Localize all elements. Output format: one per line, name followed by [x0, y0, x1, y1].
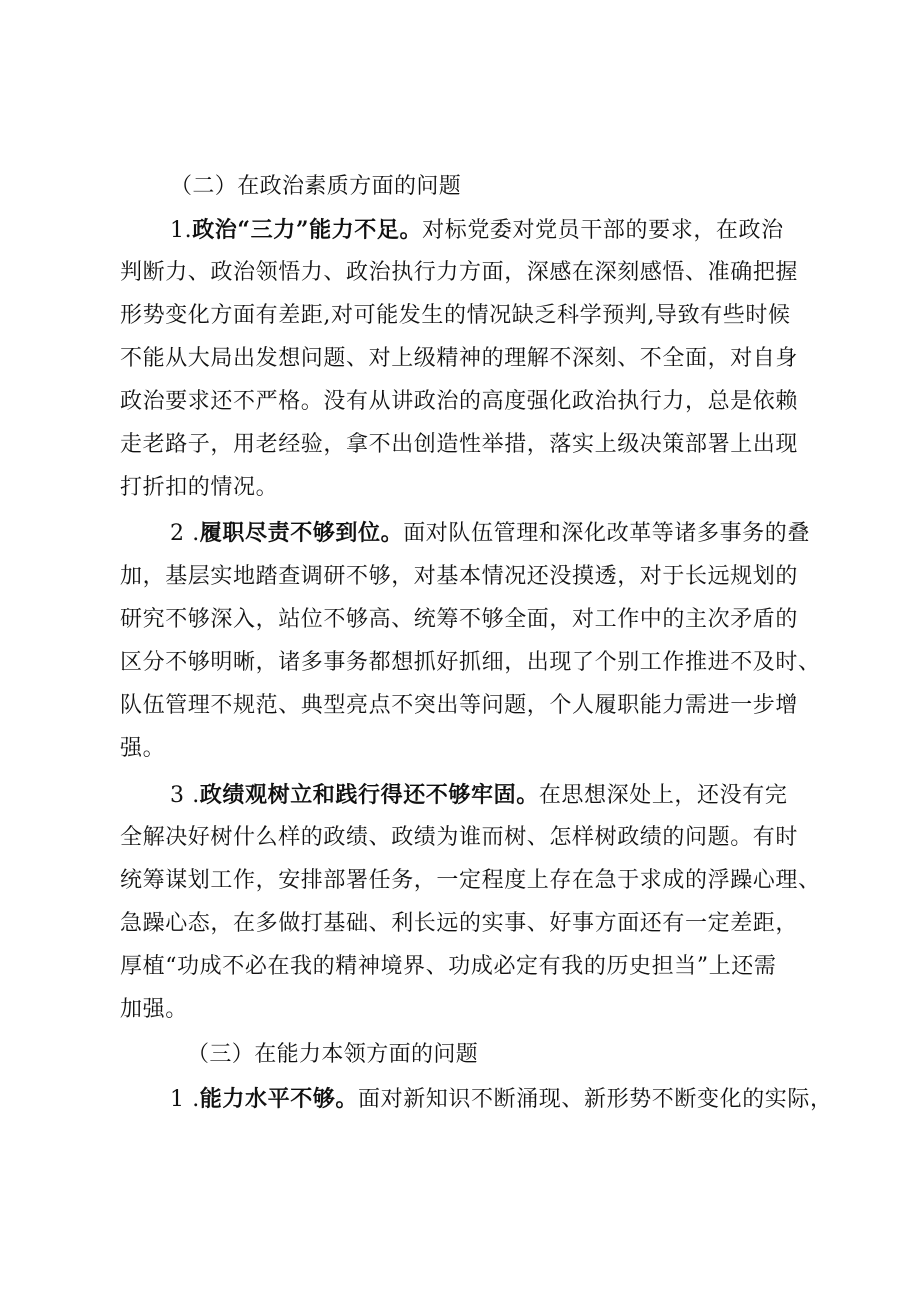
item-text: 在思想深处上，还没有完 [538, 783, 788, 808]
paragraph-line: 走老路子，用老经验，拿不出创造性举措，落实上级决策部署上出现 [120, 432, 799, 457]
paragraph-line: 统筹谋划工作，安排部署任务，一定程度上存在急于求成的浮躁心理、 [120, 868, 821, 893]
item-2-first-line [170, 518, 920, 549]
item-number: 2 . [170, 521, 200, 546]
paragraph-line: 判断力、政治领悟力、政治执行力方面，深感在深刻感悟、准确把握 [120, 260, 799, 285]
paragraph-line: 加，基层实地踏查调研不够，对基本情况还没摸透，对于长远规划的 [120, 564, 799, 589]
item-text: 面对新知识不断涌现、新形势不断变化的实际， [358, 1087, 833, 1112]
paragraph-line: 强。 [120, 736, 166, 761]
item-1-first-line [170, 1084, 920, 1115]
section-heading-3: （三）在能力本领方面的问题 [187, 1042, 479, 1067]
paragraph-line: 形势变化方面有差距,对可能发生的情况缺乏科学预判,导致有些时候 [120, 303, 791, 328]
paragraph-line: 不能从大局出发想问题、对上级精神的理解不深刻、不全面，对自身 [120, 346, 799, 371]
item-title: 政绩观树立和践行得还不够牢固。 [199, 782, 539, 808]
paragraph-line: 全解决好树什么样的政绩、政绩为谁而树、怎样树政绩的问题。有时 [120, 825, 799, 850]
paragraph-line: 政治要求还不严格。没有从讲政治的高度强化政治执行力，总是依赖 [120, 389, 799, 414]
paragraph-line: 加强。 [120, 997, 188, 1022]
item-text: 面对队伍管理和深化改革等诸多事务的叠 [403, 521, 811, 546]
item-title: 政治“三力”能力不足。 [192, 217, 423, 243]
item-1-first-line [170, 215, 920, 246]
paragraph-line: 厚植“功成不必在我的精神境界、功成必定有我的历史担当”上还需 [120, 954, 777, 979]
item-3-first-line [170, 780, 920, 811]
item-title: 履职尽责不够到位。 [199, 520, 404, 546]
item-number: 3 . [170, 783, 200, 808]
paragraph-line: 打折扣的情况。 [120, 475, 279, 500]
paragraph-line: 研究不够深入，站位不够高、统筹不够全面，对工作中的主次矛盾的 [120, 607, 799, 632]
item-number: 1 . [170, 1087, 200, 1112]
item-text: 对标党委对党员干部的要求，在政治 [422, 218, 784, 243]
item-number: 1. [170, 218, 193, 243]
section-heading-2: （二）在政治素质方面的问题 [170, 174, 462, 199]
paragraph-line: 急躁心态，在多做打基础、利长远的实事、好事方面还有一定差距， [120, 911, 799, 936]
paragraph-line: 队伍管理不规范、典型亮点不突出等问题，个人履职能力需进一步增 [120, 693, 799, 718]
paragraph-line: 区分不够明晰，诸多事务都想抓好抓细，出现了个别工作推进不及时、 [120, 650, 821, 675]
item-title: 能力水平不够。 [199, 1086, 358, 1112]
